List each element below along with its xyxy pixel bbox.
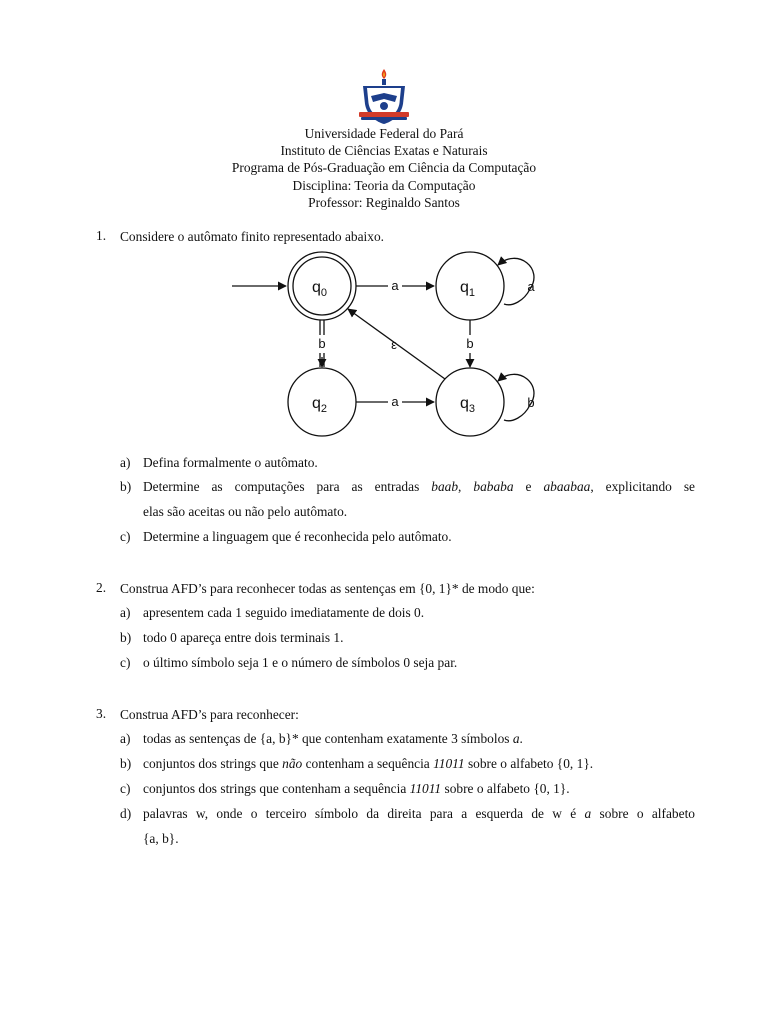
q2-item-a-label: a)	[120, 605, 131, 620]
automaton-diagram	[228, 251, 548, 437]
q1-item-a-text: Defina formalmente o autômato.	[143, 455, 318, 470]
q2-item-c-text: o último símbolo seja 1 e o número de símbolos 0 seja par.	[143, 655, 458, 670]
input-word-bababa: bababa	[473, 479, 514, 494]
edge-label-q0-q1: a	[391, 278, 399, 293]
q2-item-c-label: c)	[120, 655, 131, 670]
state-q0-inner-circle	[293, 257, 351, 315]
edge-label-q3-q0: ε	[391, 337, 397, 352]
question-1-text: Considere o autômato finito representado abaixo.	[120, 229, 385, 244]
q3-item-b-label: b)	[120, 756, 132, 771]
question-3-number: 3.	[96, 706, 107, 721]
q3-item-d-line-1: palavras w, onde o terceiro símbolo da direita para a esquerda de w é a sobre o alfabeto	[143, 806, 695, 821]
institute-name: Instituto de Ciências Exatas e Naturais	[280, 143, 488, 159]
q3-item-d-line-2: {a, b}.	[143, 831, 179, 846]
professor-name: Professor: Reginaldo Santos	[308, 194, 460, 210]
question-2-number: 2.	[96, 580, 107, 595]
question-2-text: Construa AFD’s para reconhecer todas as sentenças em {0, 1}* de modo que:	[120, 581, 535, 596]
edge-label-q2-q3: a	[391, 394, 399, 409]
state-q3-circle	[436, 368, 504, 436]
state-q0-label-index: 0	[320, 287, 328, 299]
q3-item-a-text: todas as sentenças de {a, b}* que contenham exatamente 3 símbolos a.	[143, 731, 523, 746]
q1-item-c-text: Determine a linguagem que é reconhecida pelo autômato.	[143, 529, 452, 544]
question-3-text: Construa AFD’s para reconhecer:	[120, 707, 299, 722]
state-q0-outer-circle	[288, 252, 356, 320]
edge-label-q0-q2: b	[318, 336, 326, 351]
state-q2-circle	[288, 368, 356, 436]
q3-item-b-text: conjuntos dos strings que não contenham a sequência 11011 sobre o alfabeto {0, 1}.	[143, 756, 594, 771]
edge-label-q1-loop: a	[527, 279, 535, 294]
q3-item-a-label: a)	[120, 731, 131, 746]
state-q0-label-letter: q	[312, 279, 321, 296]
q1-item-c-label: c)	[120, 529, 131, 544]
university-name: Universidade Federal do Pará	[304, 126, 464, 141]
university-crest-logo	[357, 66, 411, 126]
q3-item-c-text: conjuntos dos strings que contenham a sequência 11011 sobre o alfabeto {0, 1}.	[143, 781, 570, 796]
institution-header	[0, 125, 768, 211]
edge-label-q3-loop: b	[527, 395, 535, 410]
q1-item-a-label: a)	[120, 455, 131, 470]
q2-item-b-label: b)	[120, 630, 132, 645]
edge-label-q1-q3: b	[466, 336, 474, 351]
input-word-baab: baab	[431, 479, 459, 494]
state-q1-circle	[436, 252, 504, 320]
question-1-number: 1.	[96, 228, 107, 243]
state-q0-label	[312, 279, 327, 299]
q1-item-b-line-1: Determine as computações para as entradas baab, bababa e abaabaa, explicitando se	[143, 479, 695, 494]
q1-item-b-line-2: elas são aceitas ou não pelo autômato.	[143, 504, 348, 519]
input-word-abaabaa: abaabaa	[543, 479, 591, 494]
state-q1-label: $q_1$	[460, 279, 476, 299]
discipline-name: Disciplina: Teoria da Computação	[292, 177, 476, 193]
state-q2-label: $q_2$	[312, 395, 328, 415]
q2-item-b-text: todo 0 apareça entre dois terminais 1.	[143, 630, 344, 645]
q1-item-b-label: b)	[120, 479, 132, 494]
q3-item-d-label: d)	[120, 806, 132, 821]
q2-item-a-text: apresentem cada 1 seguido imediatamente de dois 0.	[143, 605, 425, 620]
program-name: Programa de Pós-Graduação em Ciência da Computação	[231, 160, 537, 176]
state-q3-label: $q_3$	[460, 395, 476, 415]
q3-item-c-label: c)	[120, 781, 131, 796]
